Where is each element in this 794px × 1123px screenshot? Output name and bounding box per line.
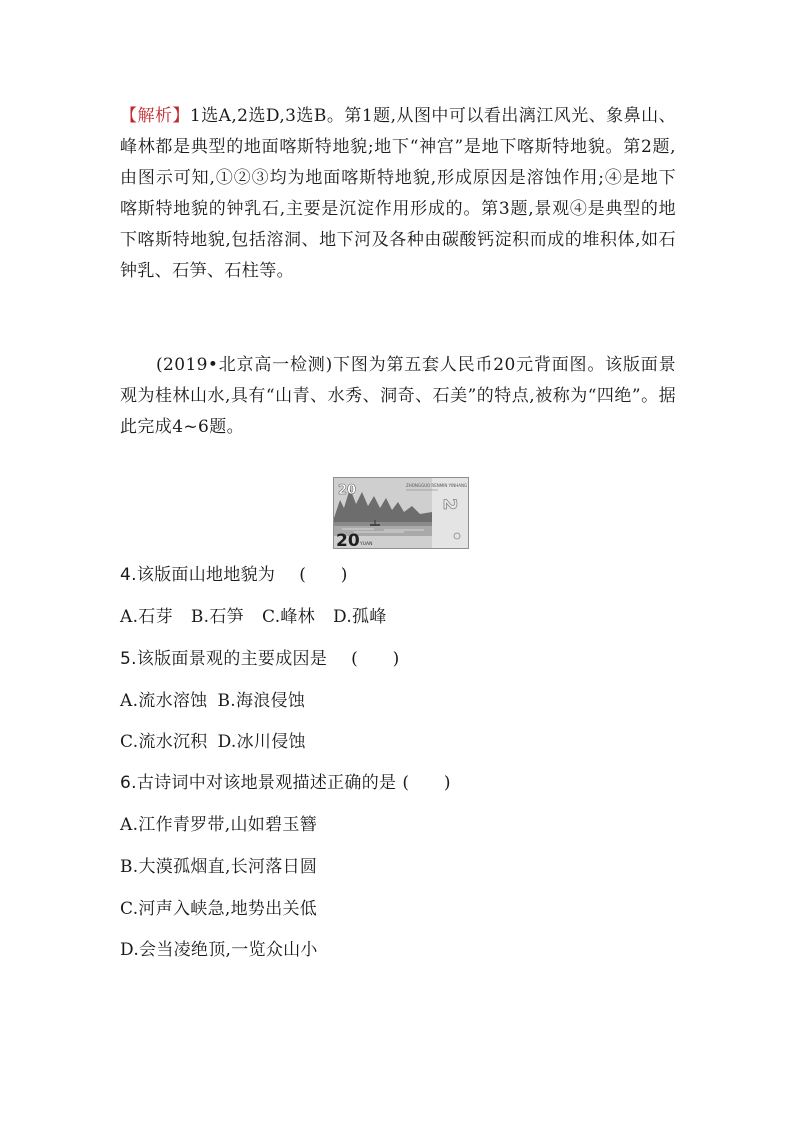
question-5 [120,647,400,671]
question-6-option-b: B.大漠孤烟直,长河落日圆 [120,857,318,877]
banknote-bank-name: ZHONGGUO RENMIN YINHANG [406,483,468,488]
question-4-options [120,605,405,629]
question-6-option-c: C.河声入峡急,地势出关低 [120,899,318,919]
question-4-option-c: C.峰林 [262,607,316,627]
analysis-paragraph [120,101,676,287]
banknote-currency-label: YUAN [360,542,373,547]
question-5-answer-blank: ( ) [351,649,400,669]
question-4-option-d: D.孤峰 [333,607,387,627]
question-6 [120,771,451,795]
question-6-stem: 6.古诗词中对该地景观描述正确的是 [120,773,397,793]
question-4 [120,563,348,587]
banknote-image [333,477,469,549]
question-6-option-a: A.江作青罗带,山如碧玉簪 [120,815,317,835]
question-4-answer-blank: ( ) [299,565,348,585]
question-5-options-row-1 [120,689,323,713]
svg-text:2: 2 [439,498,460,511]
question-4-option-b: B.石笋 [190,607,244,627]
question-5-options-row-2 [120,730,324,754]
analysis-tag: 【解析】 [120,106,190,126]
question-4-option-a: A.石芽 [120,607,173,627]
question-5-option-a: A.流水溶蚀 [120,691,208,711]
question-5-option-d: D.冰川侵蚀 [217,732,306,752]
question-5-stem: 5.该版面景观的主要成因是 [120,649,328,669]
analysis-text: 1选A,2选D,3选B。第1题,从图中可以看出漓江风光、象鼻山、峰林都是典型的地面喀斯特地貌;地下“神宫”是地下喀斯特地貌。第2题,由图示可知,①②③均为地面喀斯特地貌,形成原因是溶蚀作用;④是地下喀斯特地貌的钟乳石,主要是沉淀作用形成的。第3题,景观④是典型的地下喀斯特地貌,包括溶洞、地下河及各种由碳酸钙淀积而成的堆积体,如石钟乳、石笋、石柱等。 [120,106,676,281]
banknote-denomination-top: 20 [338,483,357,498]
question-5-option-b: B.海浪侵蚀 [217,691,306,711]
question-5-option-c: C.流水沉积 [120,732,208,752]
banknote-denomination-bottom: 20 [336,531,360,548]
banknote-illustration [334,478,468,548]
question-6-option-d: D.会当凌绝顶,一览众山小 [120,940,318,960]
question-stem-paragraph: (2019•北京高一检测)下图为第五套人民币20元背面图。该版面景观为桂林山水,具有“山青、水秀、洞奇、石美”的特点,被称为“四绝”。据此完成4~6题。 [120,355,676,437]
question-6-answer-blank: ( ) [402,773,451,793]
question-4-stem: 4.该版面山地地貌为 [120,565,276,585]
